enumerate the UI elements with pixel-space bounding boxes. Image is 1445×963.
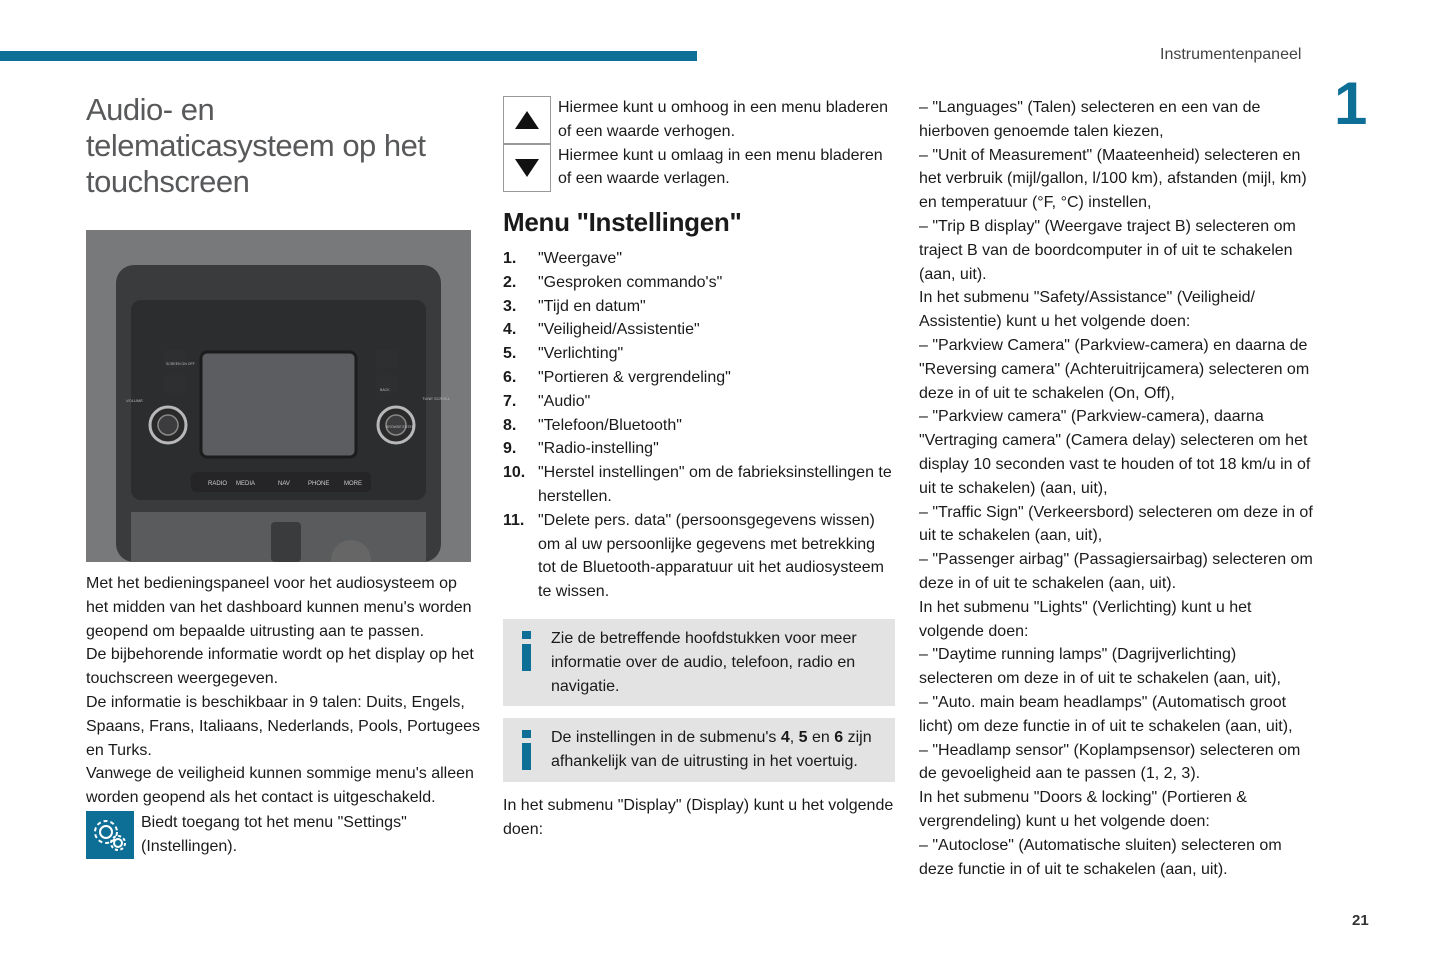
svg-text:BACK: BACK xyxy=(380,388,390,392)
list-item: 2. "Gesproken commando's" xyxy=(503,273,723,291)
settings-description: Biedt toegang tot het menu "Settings" (Instellingen). xyxy=(141,813,407,855)
list-item: 6. "Portieren & vergrendeling" xyxy=(503,368,731,386)
svg-text:VOLUME: VOLUME xyxy=(126,398,143,403)
page-number: 21 xyxy=(1352,912,1369,929)
settings-menu-list xyxy=(503,247,895,604)
list-line: – "Headlamp sensor" (Koplampsensor) selecteren om de gevoeligheid aan te passen (1, 2, 3). xyxy=(919,741,1301,783)
page-title xyxy=(86,92,481,200)
info-icon xyxy=(515,730,539,774)
column-right xyxy=(919,96,1314,881)
settings-gear-icon xyxy=(86,811,134,859)
column-left xyxy=(86,92,481,859)
column-middle xyxy=(503,96,895,842)
list-item: 8. "Telefoon/Bluetooth" xyxy=(503,416,682,434)
list-line: – "Passenger airbag" (Passagiersairbag) selecteren om deze in of uit te schakelen (aan, uit). xyxy=(919,551,1313,592)
settings-row xyxy=(86,811,481,859)
info-note xyxy=(503,718,895,782)
chapter-number: 1 xyxy=(1334,70,1368,137)
list-line: – "Parkview camera" (Parkview-camera), daarna "Vertraging camera" (Camera delay) selecteren om het display 10 seconden vast te houden of tot 18 km/u in of uit te schakelen) (aan, uit), xyxy=(919,408,1311,497)
arrow-down-icon xyxy=(503,144,551,192)
list-line: – "Parkview Camera" (Parkview-camera) en daarna de "Reversing camera" (Achteruitrijcamera) selecteren om deze in of uit te schakelen (On, Off), xyxy=(919,336,1310,402)
list-line: – "Unit of Measurement" (Maateenheid) selecteren en het verbruik (mijl/gallon, l/100 km), afstanden (mijl, km) en temperatuur (°F, °C) instellen, xyxy=(919,146,1307,212)
svg-text:SCREEN ON OFF: SCREEN ON OFF xyxy=(166,362,195,366)
paragraph: De bijbehorende informatie wordt op het display op het touchscreen weergegeven. xyxy=(86,646,474,688)
svg-text:BROWSE ENTER: BROWSE ENTER xyxy=(386,425,415,429)
list-item: 11. "Delete pers. data" (persoonsgegevens wissen) om al uw persoonlijke gegevens met betrekking tot de Bluetooth-apparatuur uit het audiosysteem te wissen. xyxy=(503,511,884,601)
info-text: De instellingen in de submenu's 4, 5 en 6 zijn afhankelijk van de uitrusting in het voertuig. xyxy=(551,729,872,771)
arrow-up-icon xyxy=(503,96,551,144)
dashboard-photo xyxy=(86,230,471,562)
title-line: telematicasysteem op het xyxy=(86,128,426,163)
list-item: 9. "Radio-instelling" xyxy=(503,440,659,458)
list-item: 10. "Herstel instellingen" om de fabrieksinstellingen te herstellen. xyxy=(503,464,892,505)
list-line: – "Trip B display" (Weergave traject B) selecteren om traject B van de boordcomputer in of uit te schakelen (aan, uit). xyxy=(919,217,1296,283)
arrow-up-description: Hiermee kunt u omhoog in een menu bladeren of een waarde verhogen. xyxy=(558,99,888,140)
list-line: – "Traffic Sign" (Verkeersbord) selecteren om deze in of uit te schakelen (aan, uit), xyxy=(919,503,1313,545)
paragraph: In het submenu "Safety/Assistance" (Veiligheid/ Assistentie) kunt u het volgende doen: xyxy=(919,289,1255,331)
info-icon xyxy=(515,631,539,675)
info-note xyxy=(503,619,895,706)
paragraph: In het submenu "Display" (Display) kunt u het volgende doen: xyxy=(503,796,894,838)
title-line: touchscreen xyxy=(86,164,250,199)
svg-text:PHONE: PHONE xyxy=(308,481,330,487)
list-line: – "Daytime running lamps" (Dagrijverlichting) selecteren om deze in of uit te schakelen (aan, uit), xyxy=(919,646,1281,688)
paragraph: In het submenu "Lights" (Verlichting) kunt u het volgende doen: xyxy=(919,598,1252,640)
list-item: 1. "Weergave" xyxy=(503,250,622,267)
list-line: – "Languages" (Talen) selecteren en een van de hierboven genoemde talen kiezen, xyxy=(919,99,1261,140)
svg-text:MEDIA: MEDIA xyxy=(236,481,256,487)
list-item: 4. "Veiligheid/Assistentie" xyxy=(503,321,700,339)
svg-text:NAV: NAV xyxy=(278,481,290,487)
info-text: Zie de betreffende hoofdstukken voor meer informatie over de audio, telefoon, radio en navigatie. xyxy=(551,629,857,695)
svg-text:TUNE SCROLL: TUNE SCROLL xyxy=(422,396,451,401)
list-line: – "Autoclose" (Automatische sluiten) selecteren om deze functie in of uit te schakelen (aan, uit). xyxy=(919,836,1282,878)
arrow-buttons-block xyxy=(503,96,895,192)
arrow-down-description: Hiermee kunt u omlaag in een menu bladeren of een waarde verlagen. xyxy=(558,146,883,188)
header-accent-bar xyxy=(0,51,697,61)
paragraph: De informatie is beschikbaar in 9 talen: Duits, Engels, Spaans, Frans, Italiaans, Nederlands, Pools, Portugees en Turks. xyxy=(86,693,480,759)
section-header: Instrumentenpaneel xyxy=(1160,46,1302,63)
list-item: 3. "Tijd en datum" xyxy=(503,297,646,315)
svg-text:MORE: MORE xyxy=(344,481,362,487)
list-item: 5. "Verlichting" xyxy=(503,345,624,363)
list-item: 7. "Audio" xyxy=(503,392,591,410)
svg-text:RADIO: RADIO xyxy=(208,481,228,487)
menu-heading: Menu "Instellingen" xyxy=(503,207,742,237)
title-line: Audio- en xyxy=(86,92,215,127)
paragraph: Vanwege de veiligheid kunnen sommige menu's alleen worden geopend als het contact is uitgeschakeld. xyxy=(86,765,474,807)
list-line: – "Auto. main beam headlamps" (Automatisch groot licht) om deze functie in of uit te schakelen (aan, uit), xyxy=(919,693,1293,735)
paragraph: In het submenu "Doors & locking" (Portieren & vergrendeling) kunt u het volgende doen: xyxy=(919,789,1247,830)
paragraph: Met het bedieningspaneel voor het audiosysteem op het midden van het dashboard kunnen menu's worden geopend om bepaalde uitrusting aan te passen. xyxy=(86,575,472,640)
